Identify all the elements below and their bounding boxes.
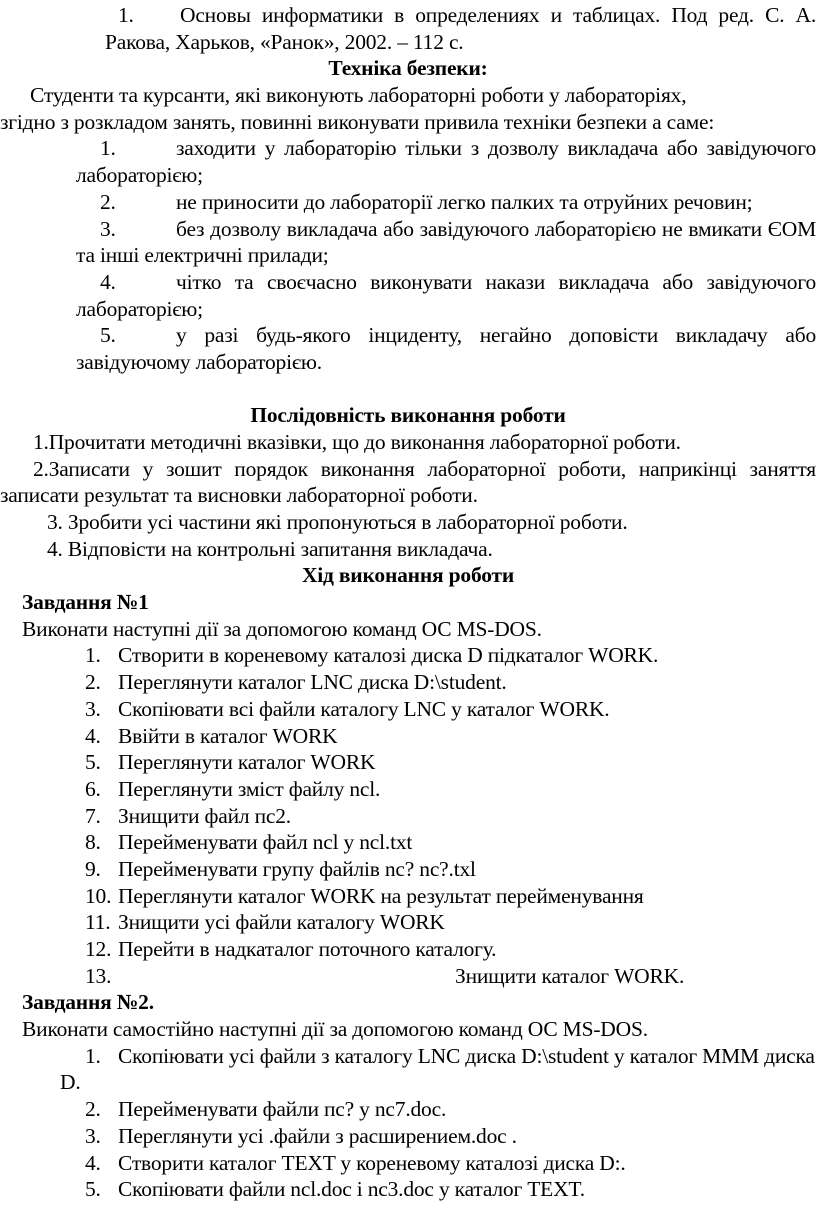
step-number: 13. xyxy=(85,963,112,988)
item-number: 3. xyxy=(100,216,116,241)
item-text: не приносити до лабораторії легко палких та отруйних речовин; xyxy=(176,189,753,214)
task-step xyxy=(0,883,816,910)
reference-item xyxy=(0,2,816,55)
step-text: Перейти в надкаталог поточного каталогу. xyxy=(118,937,497,962)
item-number: 2. xyxy=(100,189,116,214)
document-page xyxy=(0,2,816,1203)
step-text: Перейменувати файли пс? у nc7.doc. xyxy=(118,1097,447,1122)
step-text: Скопіювати усі файли з каталогу LNC диска D:\student у каталог MMM диска D. xyxy=(60,1043,815,1095)
sequence-item: 4. Відповісти на контрольні запитання викладача. xyxy=(47,536,493,561)
task2-intro: Виконати самостійно наступні дії за допомогою команд ОС MS-DOS. xyxy=(22,1017,648,1042)
step-number: 5. xyxy=(85,1177,101,1202)
step-number: 5. xyxy=(85,750,101,775)
task-step xyxy=(0,776,816,803)
safety-item xyxy=(0,135,816,188)
safety-item xyxy=(0,269,816,322)
procedure-title: Хід виконання роботи xyxy=(301,563,515,588)
item-text: заходити у лабораторію тільки з дозволу викладача або завідуючого лабораторією; xyxy=(76,136,816,188)
sequence-item: 2.Записати у зошит порядок виконання лабораторної роботи, наприкінці заняття записати результат та висновки лабораторної роботи. xyxy=(0,456,816,508)
step-text: Знищити каталог WORK. xyxy=(455,963,685,988)
safety-intro-line-1: Студенти та курсанти, які виконують лабораторні роботи у лабораторіях, xyxy=(30,83,687,108)
item-number: 1. xyxy=(100,136,116,161)
task-step xyxy=(0,909,816,936)
step-text: Переглянути каталог WORK на результат перейменування xyxy=(118,883,644,908)
task-step xyxy=(0,749,816,776)
step-text: Перейменувати файл ncl у ncl.txt xyxy=(118,830,413,855)
step-text: Переглянути зміст файлу ncl. xyxy=(118,776,381,801)
task-step xyxy=(0,963,816,990)
step-number: 1. xyxy=(85,643,101,668)
task2-steps xyxy=(0,1043,816,1203)
step-number: 1. xyxy=(85,1043,101,1068)
spacer xyxy=(0,376,816,403)
item-number: 5. xyxy=(100,323,116,348)
step-number: 9. xyxy=(85,856,101,881)
step-number: 2. xyxy=(85,670,101,695)
step-number: 3. xyxy=(85,696,101,721)
task-step xyxy=(0,1043,816,1096)
reference-text: Основы информатики в определениях и таблицах. Под ред. С. А. Ракова, Харьков, «Ранок», 2002. – 112 с. xyxy=(105,3,816,54)
reference-number: 1. xyxy=(118,3,134,27)
task-step xyxy=(0,803,816,830)
task2-title: Завдання №2. xyxy=(22,990,154,1015)
item-text: у разі будь-якого інциденту, негайно доповісти викладачу або завідуючому лабораторією. xyxy=(76,323,816,374)
task-step xyxy=(0,1123,816,1150)
safety-item xyxy=(0,189,816,216)
step-text: Скопіювати всі файли каталогу LNC у каталог WORK. xyxy=(118,696,610,721)
step-text: Знищити усі файли каталогу WORK xyxy=(118,910,445,935)
step-text: Переглянути усі .файли з расширением.doc . xyxy=(118,1123,517,1148)
step-text: Переглянути каталог LNC диска D:\student. xyxy=(118,670,507,695)
step-text: Перейменувати групу файлів nc? nc?.txl xyxy=(118,856,476,881)
step-text: Переглянути каталог WORK xyxy=(118,750,376,775)
safety-item xyxy=(0,322,816,375)
task-step xyxy=(0,642,816,669)
task-step xyxy=(0,696,816,723)
task-step xyxy=(0,1176,816,1203)
item-text: без дозволу викладача або завідуючого лабораторією не вмикати ЄОМ та інші електричні прилади; xyxy=(76,216,816,268)
step-number: 12. xyxy=(85,937,112,962)
item-text: чітко та своєчасно виконувати накази викладача або завідуючого лабораторією; xyxy=(76,269,816,321)
sequence-item: 3. Зробити усі частини які пропонуються в лабораторної роботи. xyxy=(47,510,628,535)
step-number: 10. xyxy=(85,883,112,908)
task1-steps xyxy=(0,642,816,989)
sequence-title: Послідовність виконання роботи xyxy=(250,403,566,428)
step-number: 11. xyxy=(85,910,111,935)
sequence-item: 1.Прочитати методичні вказівки, що до виконання лабораторної роботи. xyxy=(33,429,681,454)
step-number: 2. xyxy=(85,1097,101,1122)
step-text: Створити каталог TEXT у кореневому каталозі диска D:. xyxy=(118,1150,626,1175)
safety-title: Техніка безпеки: xyxy=(328,56,488,81)
task-step xyxy=(0,856,816,883)
task-step xyxy=(0,723,816,750)
safety-intro-line-2: згідно з розкладом занять, повинні виконувати привила техніки безпеки а саме: xyxy=(0,109,715,134)
step-text: Знищити файл пс2. xyxy=(118,803,291,828)
step-number: 4. xyxy=(85,1150,101,1175)
step-number: 4. xyxy=(85,723,101,748)
safety-item xyxy=(0,216,816,269)
item-number: 4. xyxy=(100,269,116,294)
step-number: 7. xyxy=(85,803,101,828)
step-number: 3. xyxy=(85,1123,101,1148)
task1-intro: Виконати наступні дії за допомогою команд ОС MS-DOS. xyxy=(22,616,542,641)
task-step xyxy=(0,936,816,963)
step-text: Скопіювати файли ncl.doc і nc3.doc у каталог TEXT. xyxy=(118,1177,585,1202)
task-step xyxy=(0,1150,816,1177)
step-text: Ввійти в каталог WORK xyxy=(118,723,338,748)
step-number: 8. xyxy=(85,830,101,855)
task-step xyxy=(0,669,816,696)
step-text: Створити в кореневому каталозі диска D підкаталог WORK. xyxy=(118,643,659,668)
task1-title: Завдання №1 xyxy=(22,590,149,615)
task-step xyxy=(0,829,816,856)
step-number: 6. xyxy=(85,776,101,801)
task-step xyxy=(0,1096,816,1123)
